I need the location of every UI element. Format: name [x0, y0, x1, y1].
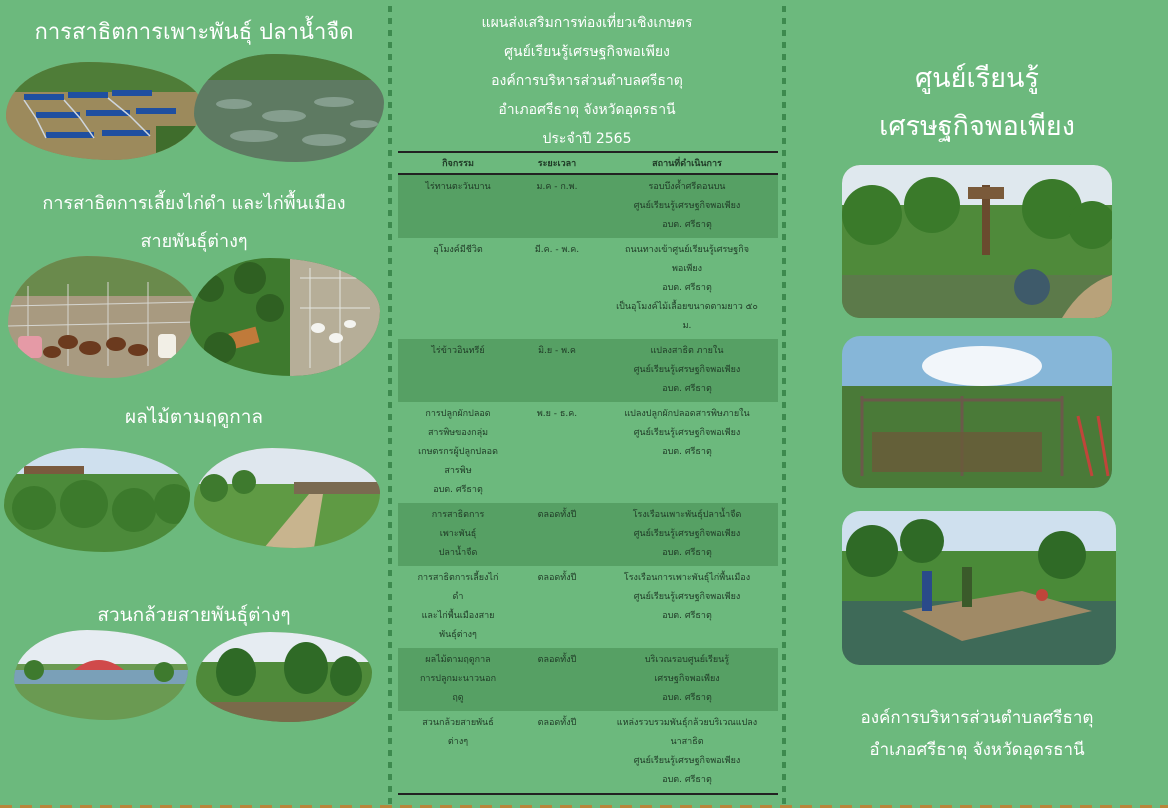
cover-title-line2: เศรษฐกิจพอเพียง [879, 111, 1075, 142]
activity-cell: ผลไม้ตามฤดูกาล การปลูกมะนาวนอก ฤดู [398, 648, 518, 711]
period-cell: ตลอดทั้งปี [518, 648, 596, 711]
year-label: ประจำปี 2565 [542, 131, 632, 147]
fish-pond-photo [194, 54, 384, 162]
activity-cell: อุโมงค์มีชีวิต [433, 245, 483, 255]
footer-district: อำเภอศรีธาตุ จังหวัดอุดรธานี [869, 740, 1085, 760]
period-cell: ตลอดทั้งปี [518, 711, 596, 794]
fruit-road-photo [194, 448, 380, 548]
table-row [398, 566, 778, 648]
middle-panel [392, 0, 782, 808]
right-panel [786, 0, 1168, 808]
period-cell: ม.ค - ก.พ. [518, 174, 596, 238]
column-header-period: ระยะเวลา [518, 152, 596, 174]
table-row [398, 711, 778, 794]
banana-field-photo [14, 630, 188, 720]
period-cell: พ.ย - ธ.ค. [536, 409, 578, 419]
table-header-row [398, 152, 778, 174]
place-cell: โรงเรือนการเพาะพันธุ์ไก่พื้นเมือง ศูนย์เรียนรู้เศรษฐกิจพอเพียง อบต. ศรีธาตุ [623, 573, 751, 621]
column-header-place: สถานที่ดำเนินการ [596, 152, 778, 174]
center-name: ศูนย์เรียนรู้เศรษฐกิจพอเพียง [504, 44, 670, 60]
place-cell: ถนนทางเข้าศูนย์เรียนรู้เศรษฐกิจ พอเพียง อบต. ศรีธาตุ เป็นอุโมงค์ไม้เลื้อยขนาดตามยาว ๕๐ ม. [616, 245, 758, 331]
left-panel [0, 0, 388, 808]
activity-cell: การสาธิตการ เพาะพันธุ์ ปลาน้ำจืด [398, 503, 518, 566]
section-title-fish: การสาธิตการเพาะพันธุ์ ปลาน้ำจืด [34, 20, 354, 45]
activity-cell: การปลูกผักปลอด สารพิษของกลุ่ม เกษตรกรผู้ปลูกปลอด สารพิษ อบต. ศรีธาตุ [418, 409, 498, 495]
plan-title: แผนส่งเสริมการท่องเที่ยวเชิงเกษตร [481, 15, 693, 31]
cover-title-line1: ศูนย์เรียนรู้ [915, 63, 1039, 94]
place-cell: โรงเรือนเพาะพันธุ์ปลาน้ำจืด ศูนย์เรียนรู้เศรษฐกิจพอเพียง อบต. ศรีธาตุ [596, 503, 778, 566]
table-row [398, 648, 778, 711]
fruit-orchard-photo [4, 448, 190, 552]
pond-frame-photo [842, 336, 1112, 488]
table-row [398, 174, 778, 238]
section-title-chicken-line1: การสาธิตการเลี้ยงไก่ดำ และไก่พื้นเมือง [42, 193, 346, 214]
activity-cell: สวนกล้วยสายพันธ์ ต่างๆ [398, 711, 518, 794]
period-cell: ตลอดทั้งปี [518, 503, 596, 566]
table-row [398, 339, 778, 402]
activity-cell: ไร่ข้าวอินทรีย์ [398, 339, 518, 402]
period-cell: ตลอดทั้งปี [537, 573, 577, 583]
section-title-fruit: ผลไม้ตามฤดูกาล [124, 406, 264, 428]
activity-table-body [398, 174, 778, 794]
place-cell: บริเวณรอบศูนย์เรียนรู้ เศรษฐกิจพอเพียง อบต. ศรีธาตุ [596, 648, 778, 711]
table-row [398, 402, 778, 503]
activity-cell: การสาธิตการเลี้ยงไก่ ดำ และไก่พื้นเมืองสาย พันธุ์ต่างๆ [417, 573, 499, 640]
footer-organization: องค์การบริหารส่วนตำบลศรีธาตุ [860, 708, 1094, 728]
place-cell: แปลงสาธิต ภายใน ศูนย์เรียนรู้เศรษฐกิจพอเพียง อบต. ศรีธาตุ [596, 339, 778, 402]
banana-garden-photo [196, 632, 372, 722]
place-cell: แหล่งรวบรวมพันธุ์กล้วยบริเวณแปลง นาสาธิต ศูนย์เรียนรู้เศรษฐกิจพอเพียง อบต. ศรีธาตุ [596, 711, 778, 794]
chicken-garden-photo [190, 258, 380, 376]
chicken-coop-photo [8, 256, 196, 378]
table-row [398, 503, 778, 566]
place-cell: รอบบึงค้ำศรีดอนบน ศูนย์เรียนรู้เศรษฐกิจพอเพียง อบต. ศรีธาตุ [596, 174, 778, 238]
workers-photo [842, 511, 1116, 665]
activity-table [398, 151, 778, 795]
place-cell: แปลงปลูกผักปลอดสารพิษภายใน ศูนย์เรียนรู้เศรษฐกิจพอเพียง อบต. ศรีธาตุ [624, 409, 750, 457]
garden-photo [842, 165, 1112, 318]
column-header-activity: กิจกรรม [398, 152, 518, 174]
organization-name: องค์การบริหารส่วนตำบลศรีธาตุ [491, 73, 683, 89]
period-cell: มิ.ย - พ.ค [518, 339, 596, 402]
district-province: อำเภอศรีธาตุ จังหวัดอุดรธานี [498, 102, 676, 118]
period-cell: มี.ค. - พ.ค. [534, 245, 580, 255]
activity-cell: ไร่ทานตะวันบาน [398, 174, 518, 238]
fish-cage-photo [6, 62, 202, 160]
table-row [398, 238, 778, 339]
section-title-banana: สวนกล้วยสายพันธุ์ต่างๆ [97, 604, 291, 626]
section-title-chicken-line2: สายพันธุ์ต่างๆ [140, 231, 248, 252]
